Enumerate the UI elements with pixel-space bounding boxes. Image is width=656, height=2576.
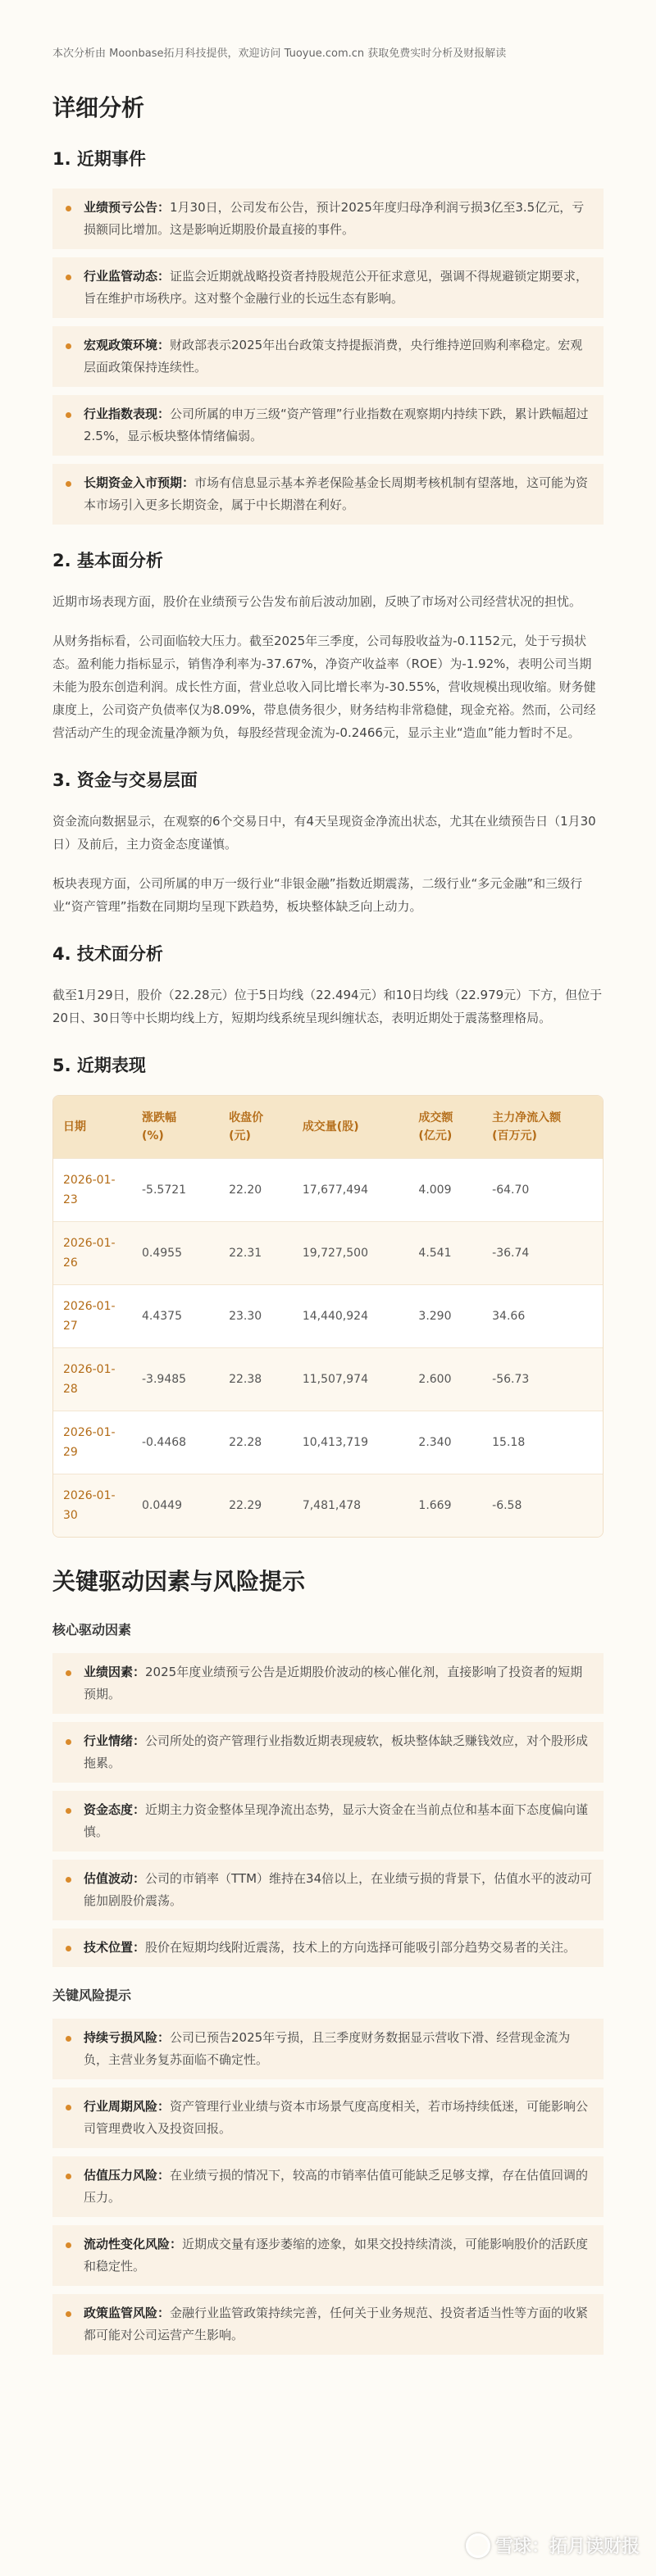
item-label: 长期资金入市预期： <box>84 475 195 490</box>
table-header-row <box>53 1096 603 1159</box>
item-text: 公司的市销率（TTM）维持在34倍以上，在业绩亏损的背景下，估值水平的波动可能加剧股价震荡。 <box>84 1871 593 1908</box>
watermark-text: 雪球：拓月读财报 <box>494 2537 640 2557</box>
drivers-risks-title: 关键驱动因素与风险提示 <box>52 1568 306 1595</box>
technical-paragraph: 截至1月29日，股价（22.28元）位于5日均线（22.494元）和10日均线（22.979元）下方，但位于20日、30日等中长期均线上方，短期均线系统呈现纠缠状态，表明近期处于震荡整理格局。 <box>52 988 603 1025</box>
cell-date: 2026-01-30 <box>53 1474 132 1538</box>
table-row <box>53 1159 603 1222</box>
cell-volume: 17,677,494 <box>293 1159 409 1222</box>
list-item <box>52 2225 604 2286</box>
cell-turnover: 3.290 <box>408 1285 482 1348</box>
list-item <box>52 1653 604 1714</box>
item-label: 估值波动： <box>84 1871 146 1886</box>
cell-close: 22.29 <box>219 1474 293 1538</box>
fundamentals-paragraph-2: 从财务指标看，公司面临较大压力。截至2025年三季度，公司每股收益为-0.1152元，处于亏损状态。盈利能力指标显示，销售净利率为-37.67%，净资产收益率（ROE）为-1.92%，表明公司当期未能为股东创造利润。成长性方面，营业总收入同比增长率为-30.55%，营收规模出现收缩。财务健康度上，公司资产负债率仅为8.09%，带息债务很少，财务结构非常稳健，现金充裕。然而，公司经营活动产生的现金流量净额为负，每股经营现金流为-0.2466元，显示主业“造血”能力暂时不足。 <box>52 634 596 740</box>
col-header-change: 涨跌幅 (%) <box>142 1111 176 1143</box>
item-text: 市场有信息显示基本养老保险基金长周期考核机制有望落地，这可能为资本市场引入更多长期资金，属于中长期潜在利好。 <box>84 475 589 512</box>
list-item <box>52 2156 604 2217</box>
cell-date: 2026-01-27 <box>53 1285 132 1348</box>
snowball-logo-icon <box>466 2533 490 2558</box>
col-header-close: 收盘价 (元) <box>229 1111 264 1143</box>
item-label: 业绩预亏公告： <box>84 200 171 215</box>
section-fundamentals-title: 2. 基本面分析 <box>52 551 163 570</box>
cell-close: 22.38 <box>219 1348 293 1411</box>
section-capital-title: 3. 资金与交易层面 <box>52 770 198 790</box>
risk-warnings-list <box>52 2019 604 2355</box>
cell-close: 22.31 <box>219 1222 293 1285</box>
item-text: 证监会近期就战略投资者持股规范公开征求意见，强调不得规避锁定期要求，旨在维护市场秩序。这对整个金融行业的长远生态有影响。 <box>84 269 589 306</box>
item-text: 近期主力资金整体呈现净流出态势，显示大资金在当前点位和基本面下态度偏向谨慎。 <box>84 1802 589 1839</box>
cell-date: 2026-01-23 <box>53 1159 132 1222</box>
risk-warnings-title: 关键风险提示 <box>52 1988 132 2003</box>
capital-paragraph-2: 板块表现方面，公司所属的申万一级行业“非银金融”指数近期震荡，二级行业“多元金融”和三级行业“资产管理”指数在同期均呈现下跌趋势，板块整体缺乏向上动力。 <box>52 876 583 914</box>
item-label: 行业监管动态： <box>84 269 171 284</box>
list-item <box>52 1929 604 1967</box>
cell-close: 23.30 <box>219 1285 293 1348</box>
item-text: 在业绩亏损的情况下，较高的市销率估值可能缺乏足够支撑，存在估值回调的压力。 <box>84 2168 589 2205</box>
list-item <box>52 257 604 318</box>
table-row <box>53 1285 603 1348</box>
item-text: 1月30日，公司发布公告，预计2025年度归母净利润亏损3亿至3.5亿元，亏损额同比增加。这是影响近期股价最直接的事件。 <box>84 200 585 237</box>
item-text: 2025年度业绩预亏公告是近期股价波动的核心催化剂，直接影响了投资者的短期预期。 <box>84 1665 583 1701</box>
item-label: 估值压力风险： <box>84 2168 171 2183</box>
list-item <box>52 464 604 525</box>
item-label: 宏观政策环境： <box>84 338 171 352</box>
cell-date: 2026-01-29 <box>53 1411 132 1474</box>
list-item <box>52 1860 604 1920</box>
item-label: 持续亏损风险： <box>84 2030 171 2045</box>
cell-change: 0.0449 <box>132 1474 219 1538</box>
col-header-net-inflow: 主力净流入额 (百万元) <box>492 1111 562 1143</box>
col-header-turnover: 成交额 (亿元) <box>418 1111 453 1143</box>
watermark <box>466 2533 640 2558</box>
cell-net-inflow: -36.74 <box>482 1222 603 1285</box>
section-recent-events-title: 1. 近期事件 <box>52 149 146 169</box>
cell-net-inflow: 34.66 <box>482 1285 603 1348</box>
cell-net-inflow: -6.58 <box>482 1474 603 1538</box>
cell-volume: 7,481,478 <box>293 1474 409 1538</box>
table-row <box>53 1474 603 1538</box>
col-header-volume: 成交量(股) <box>302 1120 359 1134</box>
item-label: 行业周期风险： <box>84 2099 171 2114</box>
cell-turnover: 2.340 <box>408 1411 482 1474</box>
cell-turnover: 2.600 <box>408 1348 482 1411</box>
cell-close: 22.28 <box>219 1411 293 1474</box>
cell-change: -0.4468 <box>132 1411 219 1474</box>
cell-volume: 10,413,719 <box>293 1411 409 1474</box>
item-label: 技术位置： <box>84 1940 146 1955</box>
performance-table-body <box>53 1159 603 1538</box>
list-item <box>52 326 604 387</box>
cell-change: -5.5721 <box>132 1159 219 1222</box>
performance-table <box>53 1096 603 1537</box>
section-technical-title: 4. 技术面分析 <box>52 944 163 964</box>
recent-events-list <box>52 189 604 525</box>
cell-turnover: 4.541 <box>408 1222 482 1285</box>
cell-turnover: 1.669 <box>408 1474 482 1538</box>
list-item <box>52 1791 604 1851</box>
item-text: 资产管理行业业绩与资本市场景气度高度相关，若市场持续低迷，可能影响公司管理费收入及投资回报。 <box>84 2099 589 2136</box>
item-label: 行业情绪： <box>84 1733 146 1748</box>
fundamentals-paragraph-1: 近期市场表现方面，股价在业绩预亏公告发布前后波动加剧，反映了市场对公司经营状况的担忧。 <box>52 594 582 609</box>
cell-close: 22.20 <box>219 1159 293 1222</box>
detail-title: 详细分析 <box>52 94 145 121</box>
item-text: 公司所处的资产管理行业指数近期表现疲软，板块整体缺乏赚钱效应，对个股形成拖累。 <box>84 1733 589 1770</box>
list-item <box>52 2019 604 2079</box>
cell-net-inflow: -56.73 <box>482 1348 603 1411</box>
source-note: 本次分析由 Moonbase拓月科技提供，欢迎访问 Tuoyue.com.cn 获取免费实时分析及财报解读 <box>52 48 507 60</box>
list-item <box>52 2294 604 2355</box>
item-label: 行业指数表现： <box>84 407 171 421</box>
table-row <box>53 1411 603 1474</box>
item-text: 金融行业监管政策持续完善，任何关于业务规范、投资者适当性等方面的收紧都可能对公司运营产生影响。 <box>84 2306 589 2342</box>
item-text: 公司已预告2025年亏损，且三季度财务数据显示营收下滑、经营现金流为负，主营业务复苏面临不确定性。 <box>84 2030 571 2067</box>
cell-volume: 19,727,500 <box>293 1222 409 1285</box>
core-drivers-list <box>52 1653 604 1967</box>
cell-volume: 11,507,974 <box>293 1348 409 1411</box>
cell-net-inflow: -64.70 <box>482 1159 603 1222</box>
item-label: 政策监管风险： <box>84 2306 171 2320</box>
list-item <box>52 2088 604 2148</box>
item-text: 公司所属的申万三级“资产管理”行业指数在观察期内持续下跌，累计跌幅超过2.5%，显示板块整体情绪偏弱。 <box>84 407 589 443</box>
core-drivers-title: 核心驱动因素 <box>52 1622 132 1638</box>
list-item <box>52 1722 604 1783</box>
cell-net-inflow: 15.18 <box>482 1411 603 1474</box>
col-header-date: 日期 <box>63 1120 86 1134</box>
cell-change: -3.9485 <box>132 1348 219 1411</box>
item-text: 股价在短期均线附近震荡，技术上的方向选择可能吸引部分趋势交易者的关注。 <box>145 1940 576 1955</box>
cell-turnover: 4.009 <box>408 1159 482 1222</box>
item-text: 财政部表示2025年出台政策支持提振消费，央行维持逆回购利率稳定。宏观层面政策保持连续性。 <box>84 338 583 375</box>
cell-date: 2026-01-26 <box>53 1222 132 1285</box>
section-performance-title: 5. 近期表现 <box>52 1056 146 1075</box>
list-item <box>52 189 604 249</box>
list-item <box>52 395 604 456</box>
performance-table-container <box>52 1095 604 1538</box>
cell-date: 2026-01-28 <box>53 1348 132 1411</box>
table-row <box>53 1222 603 1285</box>
table-row <box>53 1348 603 1411</box>
item-text: 近期成交量有逐步萎缩的迹象，如果交投持续清淡，可能影响股价的活跃度和稳定性。 <box>84 2237 589 2274</box>
cell-change: 0.4955 <box>132 1222 219 1285</box>
cell-volume: 14,440,924 <box>293 1285 409 1348</box>
cell-change: 4.4375 <box>132 1285 219 1348</box>
item-label: 资金态度： <box>84 1802 146 1817</box>
item-label: 业绩因素： <box>84 1665 146 1679</box>
capital-paragraph-1: 资金流向数据显示，在观察的6个交易日中，有4天呈现资金净流出状态，尤其在业绩预告日（1月30日）及前后，主力资金态度谨慎。 <box>52 814 596 852</box>
item-label: 流动性变化风险： <box>84 2237 183 2251</box>
